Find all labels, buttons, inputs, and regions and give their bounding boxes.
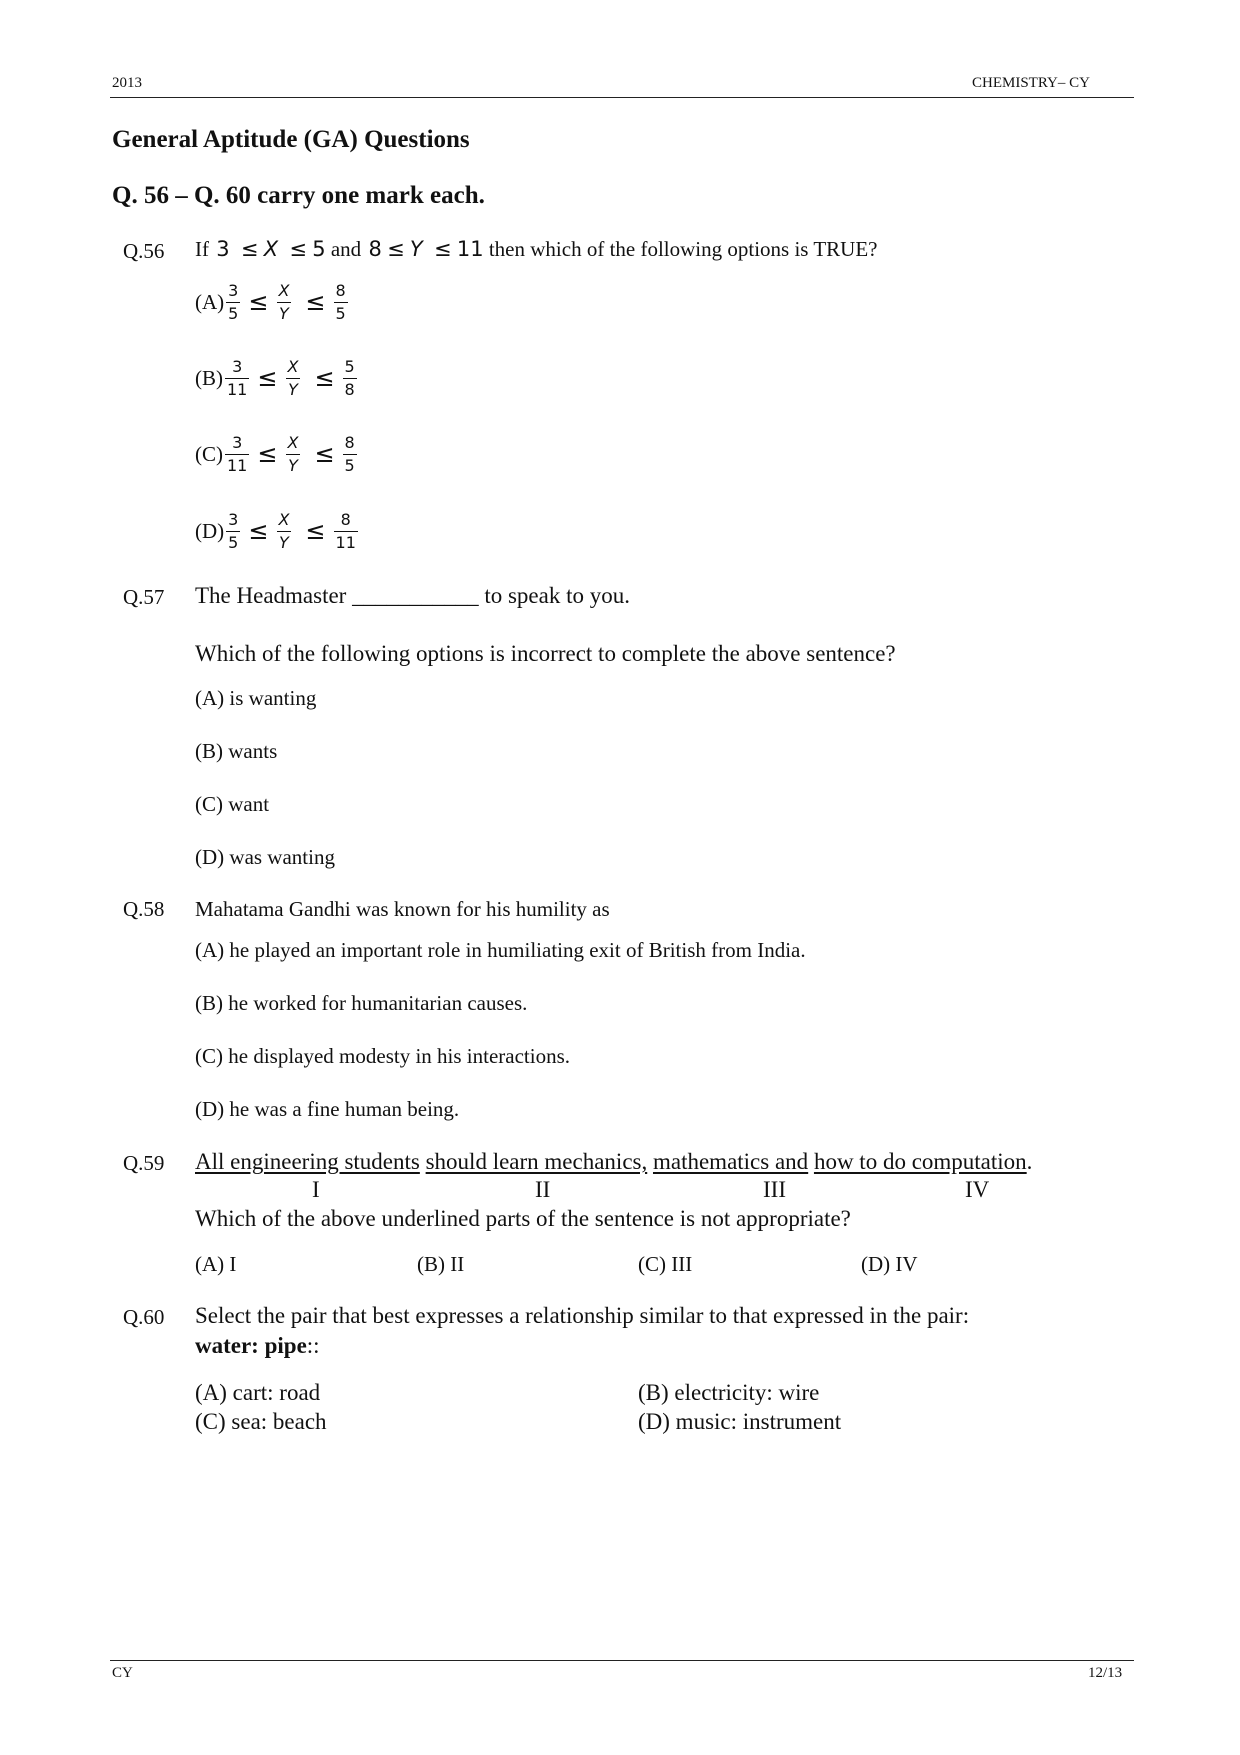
fraction: $\frac{8}{5}$ — [344, 432, 355, 475]
q56-tail: then which of the following options is TRUE? — [488, 237, 878, 261]
footer-code: CY — [112, 1665, 133, 1681]
q58-number: Q.58 — [123, 897, 165, 921]
q59-option-a: (A) I — [195, 1252, 237, 1276]
header-year: 2013 — [112, 75, 142, 91]
q56-option-label: (D) — [195, 518, 225, 543]
q59-part-ii: should learn mechanics, — [425, 1149, 648, 1174]
q59-roman-iv: IV — [965, 1177, 990, 1202]
q59-option-b: (B) II — [417, 1252, 465, 1276]
q56-option-label: (B) — [195, 365, 223, 390]
q56-number: Q.56 — [123, 239, 165, 263]
fraction: $\frac{3}{5}$ — [228, 509, 239, 552]
fraction: $\frac{5}{8}$ — [344, 356, 355, 399]
le-symbol: ≤ — [257, 440, 278, 468]
q60-option-c: (C) sea: beach — [195, 1409, 327, 1434]
q60-option-a: (A) cart: road — [195, 1380, 321, 1405]
fraction: $\frac{X}{Y}$ — [287, 432, 299, 475]
le-symbol: ≤ — [248, 517, 269, 545]
header-rule — [110, 97, 1134, 98]
le-symbol: ≤ — [314, 364, 335, 392]
fraction: $\frac{8}{11}$ — [335, 509, 356, 552]
q56-if: If — [195, 237, 209, 261]
q56-ineq1-b: 5 — [312, 237, 326, 261]
q56-option-label: (C) — [195, 441, 223, 466]
le-symbol: ≤ — [248, 288, 269, 316]
q60-number: Q.60 — [123, 1305, 165, 1329]
q58-stem: Mahatama Gandhi was known for his humility as — [195, 897, 610, 921]
q60-pair-bold: water: pipe — [195, 1333, 307, 1358]
q60-pair — [195, 1333, 320, 1359]
section-title: General Aptitude (GA) Questions — [112, 126, 470, 153]
q57-option-d: (D) was wanting — [195, 845, 335, 869]
footer-page: 12/13 — [1088, 1665, 1123, 1681]
q57-sentence: The Headmaster ___________ to speak to you. — [195, 583, 630, 608]
q56-option-label: (A) — [195, 289, 225, 314]
q57-question: Which of the following options is incorrect to complete the above sentence? — [195, 641, 896, 666]
q56-option-c — [195, 426, 359, 482]
q59-part-i: All engineering students — [195, 1149, 420, 1174]
fraction: $\frac{X}{Y}$ — [278, 509, 290, 552]
q59-option-c: (C) III — [638, 1252, 693, 1276]
le-symbol: ≤ — [314, 440, 335, 468]
q57-option-c: (C) want — [195, 792, 270, 816]
section-subtitle: Q. 56 – Q. 60 carry one mark each. — [112, 182, 485, 209]
q56-ineq1-var: X — [263, 237, 279, 261]
q59-roman-ii: II — [535, 1177, 551, 1202]
q56-ineq2-var: Y — [409, 237, 423, 261]
fraction: $\frac{X}{Y}$ — [278, 280, 290, 323]
q56-option-a — [195, 274, 350, 330]
fraction: $\frac{X}{Y}$ — [287, 356, 299, 399]
q58-option-a: (A) he played an important role in humiliating exit of British from India. — [195, 938, 806, 962]
q57-option-b: (B) wants — [195, 739, 278, 763]
fraction: $\frac{3}{11}$ — [227, 432, 248, 475]
q58-option-d: (D) he was a fine human being. — [195, 1097, 460, 1121]
q59-end: . — [1026, 1149, 1033, 1174]
header-subject: CHEMISTRY– CY — [972, 75, 1090, 91]
q59-part-iv: how to do computation — [813, 1149, 1027, 1174]
q56-ineq2-le1: ≤ — [387, 237, 405, 261]
q59-sentence — [195, 1149, 1032, 1175]
footer-rule — [110, 1660, 1134, 1661]
q56-ineq2-le2: ≤ — [434, 237, 452, 261]
q56-ineq2-a: 8 — [368, 237, 382, 261]
fraction: $\frac{3}{11}$ — [227, 356, 248, 399]
q56-option-d — [195, 503, 360, 559]
q56-ineq1-a: 3 — [216, 237, 230, 261]
fraction: $\frac{3}{5}$ — [228, 280, 239, 323]
q56-ineq1-le1: ≤ — [240, 237, 259, 261]
q56-ineq1-le2: ≤ — [289, 237, 307, 261]
q59-roman-i: I — [312, 1177, 320, 1202]
q60-option-b: (B) electricity: wire — [638, 1380, 820, 1405]
le-symbol: ≤ — [257, 364, 278, 392]
q56-ineq2-b: 11 — [456, 237, 484, 261]
q60-stem: Select the pair that best expresses a relationship similar to that expressed in the pair: — [195, 1303, 970, 1328]
q59-roman-iii: III — [763, 1177, 786, 1202]
q57-number: Q.57 — [123, 585, 165, 609]
q60-pair-tail: :: — [306, 1333, 320, 1358]
fraction: $\frac{8}{5}$ — [335, 280, 346, 323]
q58-option-c: (C) he displayed modesty in his interactions. — [195, 1044, 571, 1068]
q56-stem — [195, 237, 878, 262]
q60-option-d: (D) music: instrument — [638, 1409, 842, 1434]
le-symbol: ≤ — [305, 517, 326, 545]
q59-part-iii: mathematics and — [652, 1149, 809, 1174]
le-symbol: ≤ — [305, 288, 326, 316]
q58-option-b: (B) he worked for humanitarian causes. — [195, 991, 528, 1015]
q56-and: and — [330, 237, 362, 261]
q56-option-b — [195, 350, 359, 406]
q59-question: Which of the above underlined parts of the sentence is not appropriate? — [195, 1206, 851, 1231]
q57-option-a: (A) is wanting — [195, 686, 317, 710]
q59-number: Q.59 — [123, 1151, 165, 1175]
q59-option-d: (D) IV — [861, 1252, 918, 1276]
